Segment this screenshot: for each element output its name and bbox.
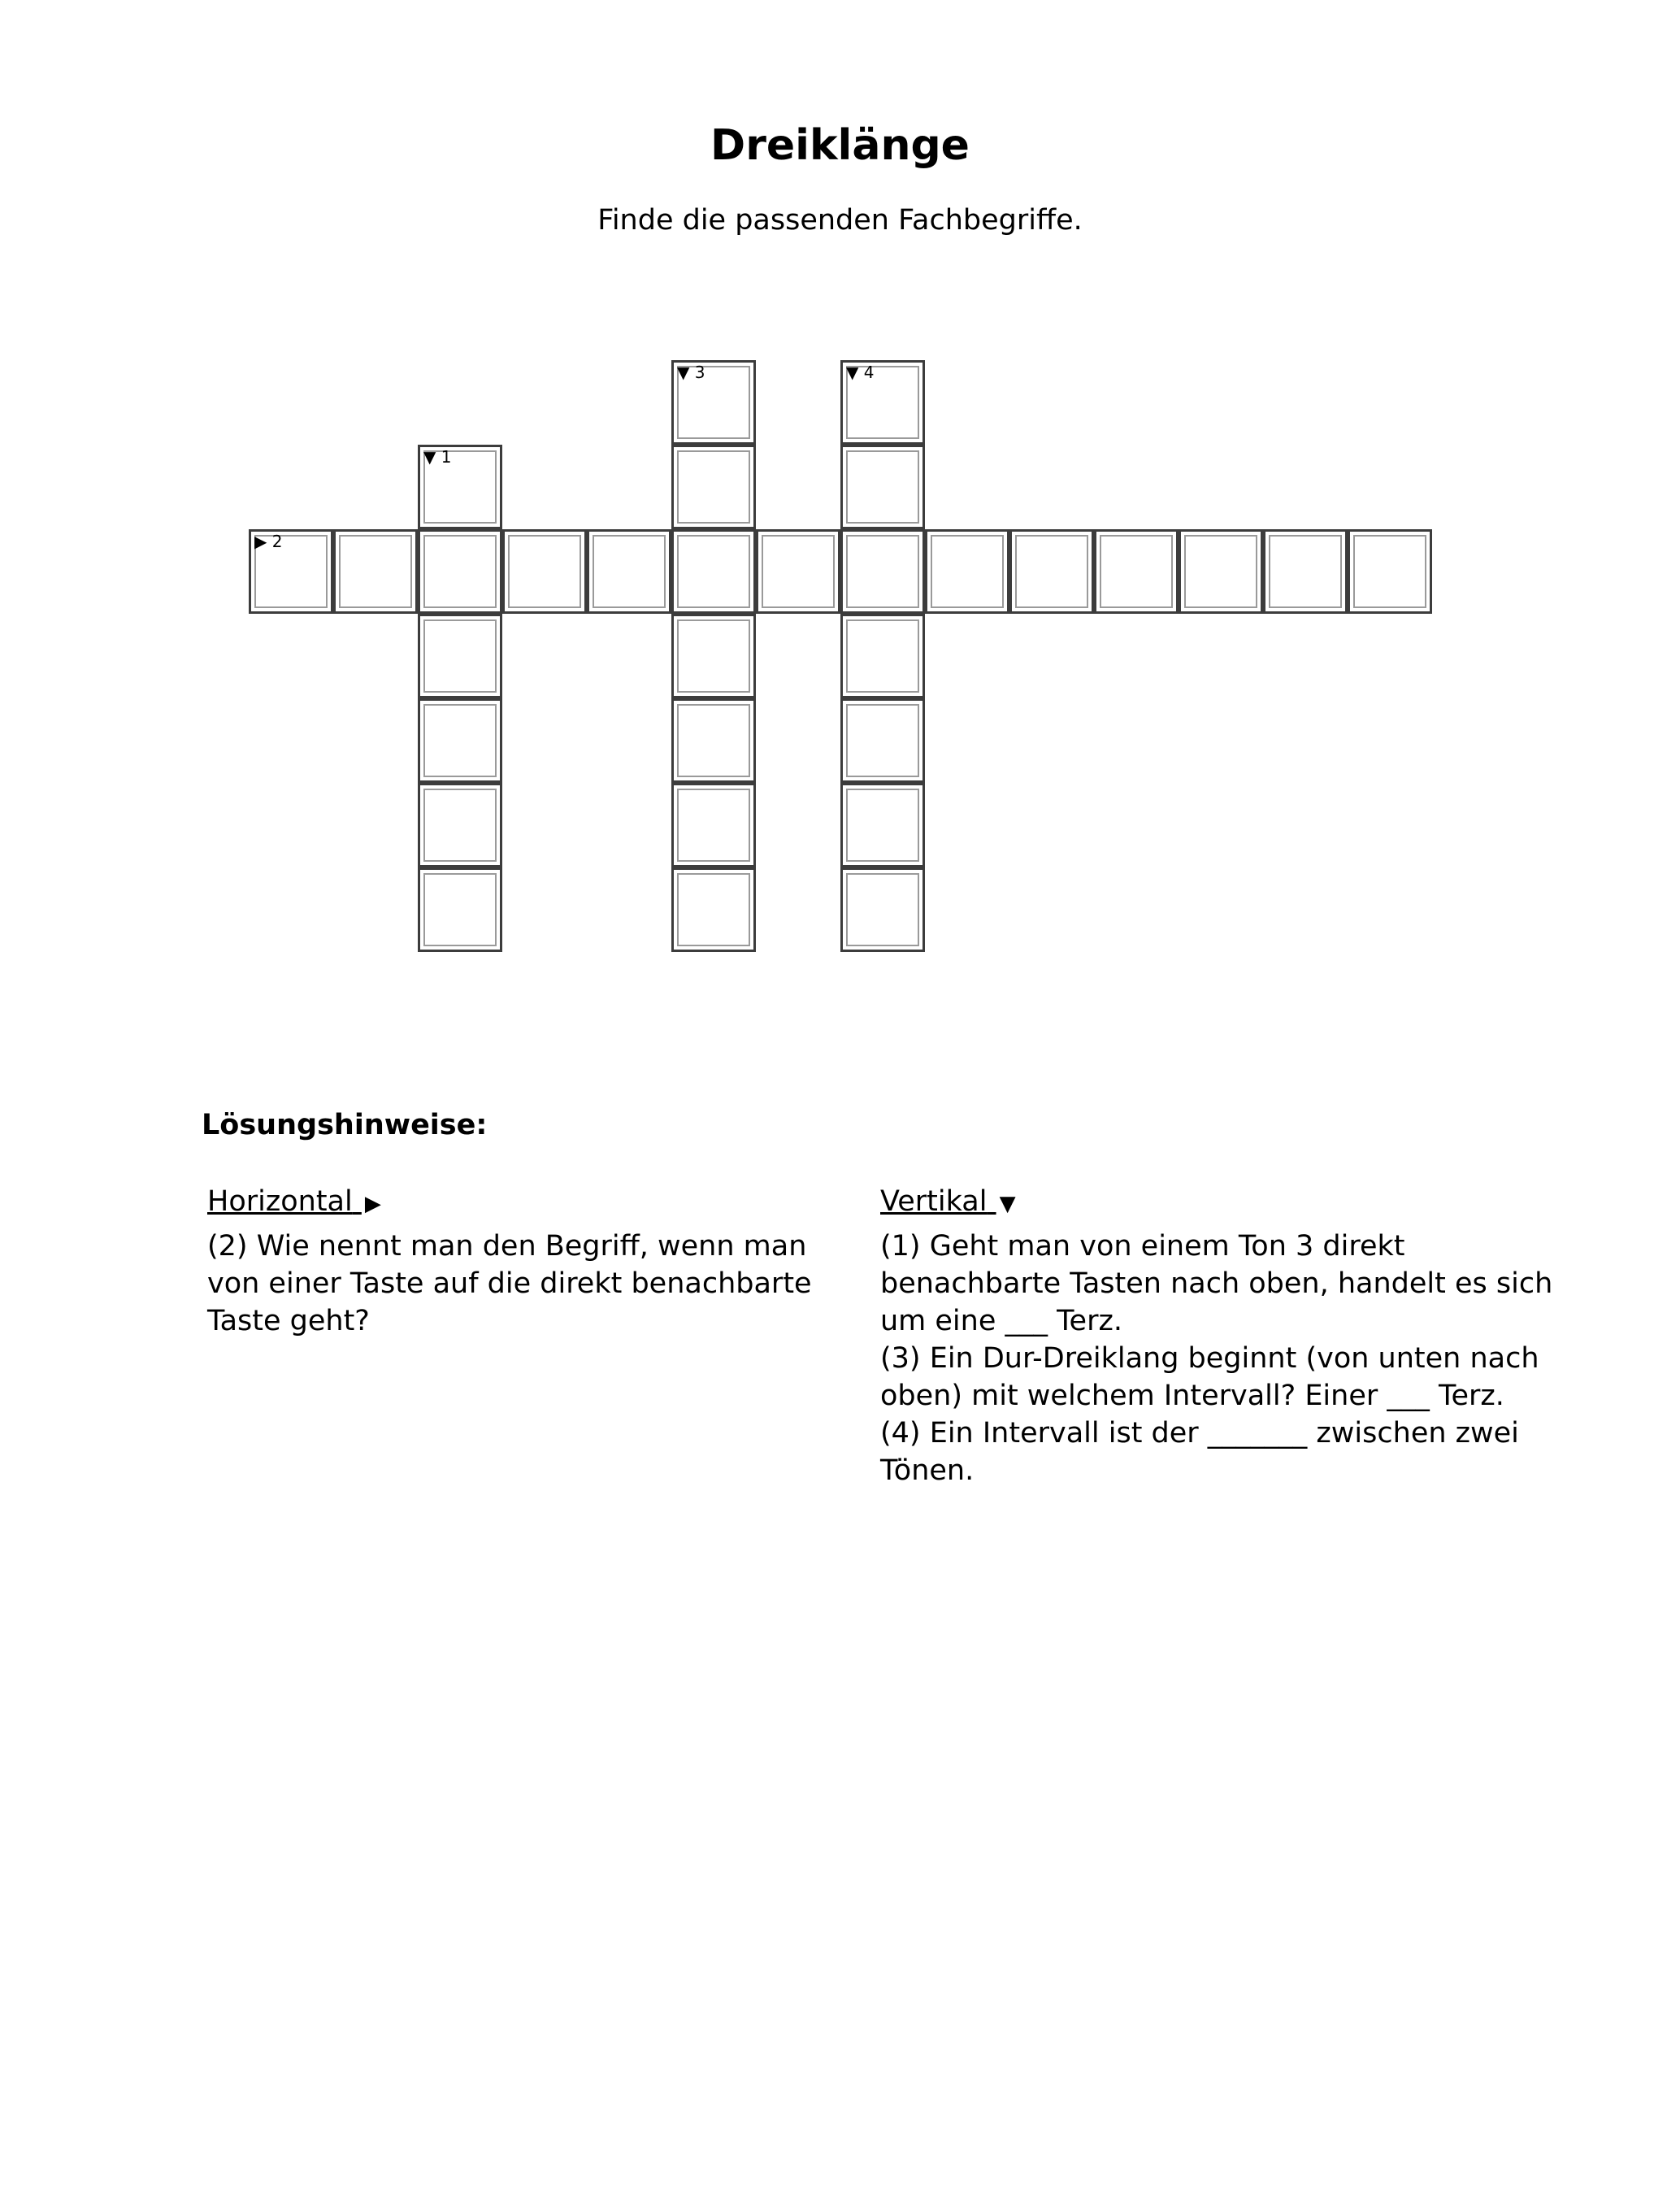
crossword-cell[interactable] xyxy=(840,783,925,867)
crossword-cell[interactable] xyxy=(502,529,587,614)
crossword-cell[interactable] xyxy=(1179,529,1263,614)
crossword-cell[interactable] xyxy=(587,529,671,614)
vertical-label: Vertikal xyxy=(880,1185,988,1218)
crossword-cell[interactable] xyxy=(1094,529,1179,614)
crossword-cell[interactable] xyxy=(1009,529,1094,614)
right-arrow-icon: ▶ xyxy=(364,1192,381,1216)
cell-number-label: ▶ 2 xyxy=(254,532,283,551)
clue-down-3: (3) Ein Dur-Dreiklang beginnt (von unten nach oben) mit welchem Intervall? Einer ___ Terz. xyxy=(880,1342,1539,1412)
crossword-cell[interactable] xyxy=(671,360,756,445)
cell-number-label: ▼ 1 xyxy=(423,447,452,467)
crossword-cell[interactable] xyxy=(249,529,333,614)
crossword-cell[interactable] xyxy=(418,867,502,952)
crossword-cell[interactable] xyxy=(925,529,1009,614)
crossword-cell[interactable] xyxy=(756,529,840,614)
horizontal-header xyxy=(207,1183,866,1223)
crossword-grid xyxy=(0,0,1680,976)
crossword-cell[interactable] xyxy=(418,529,502,614)
down-arrow-icon: ▼ xyxy=(999,1192,1016,1216)
vertical-clues xyxy=(880,1183,1571,1489)
crossword-cell[interactable] xyxy=(671,445,756,529)
clue-down-1: (1) Geht man von einem Ton 3 direkt benachbarte Tasten nach oben, handelt es sich um eine ___ Terz. xyxy=(880,1230,1553,1337)
horizontal-label: Horizontal xyxy=(207,1185,353,1218)
clue-across-2: (2) Wie nennt man den Begriff, wenn man von einer Taste auf die direkt benachbarte Taste geht? xyxy=(207,1230,812,1337)
crossword-cell[interactable] xyxy=(418,698,502,783)
crossword-cell[interactable] xyxy=(840,529,925,614)
crossword-cell[interactable] xyxy=(418,445,502,529)
crossword-cell[interactable] xyxy=(671,783,756,867)
cell-number-label: ▼ 4 xyxy=(846,363,875,382)
crossword-cell[interactable] xyxy=(671,698,756,783)
page-subtitle: Finde die passenden Fachbegriffe. xyxy=(597,204,1083,237)
cell-number-label: ▼ 3 xyxy=(677,363,705,382)
crossword-cell[interactable] xyxy=(840,614,925,698)
crossword-cell[interactable] xyxy=(418,614,502,698)
vertical-header xyxy=(880,1183,1571,1223)
crossword-cell[interactable] xyxy=(840,867,925,952)
page-title: Dreiklänge xyxy=(710,121,970,170)
crossword-cell[interactable] xyxy=(840,698,925,783)
crossword-cell[interactable] xyxy=(1348,529,1432,614)
crossword-cell[interactable] xyxy=(418,783,502,867)
crossword-cell[interactable] xyxy=(671,529,756,614)
crossword-cell[interactable] xyxy=(333,529,418,614)
crossword-cell[interactable] xyxy=(840,360,925,445)
hints-heading: Lösungshinweise: xyxy=(202,1109,488,1141)
crossword-cell[interactable] xyxy=(671,614,756,698)
clue-down-4: (4) Ein Intervall ist der _______ zwischen zwei Tönen. xyxy=(880,1417,1519,1487)
crossword-cell[interactable] xyxy=(671,867,756,952)
crossword-cell[interactable] xyxy=(1263,529,1348,614)
horizontal-clues xyxy=(207,1183,866,1340)
crossword-cell[interactable] xyxy=(840,445,925,529)
